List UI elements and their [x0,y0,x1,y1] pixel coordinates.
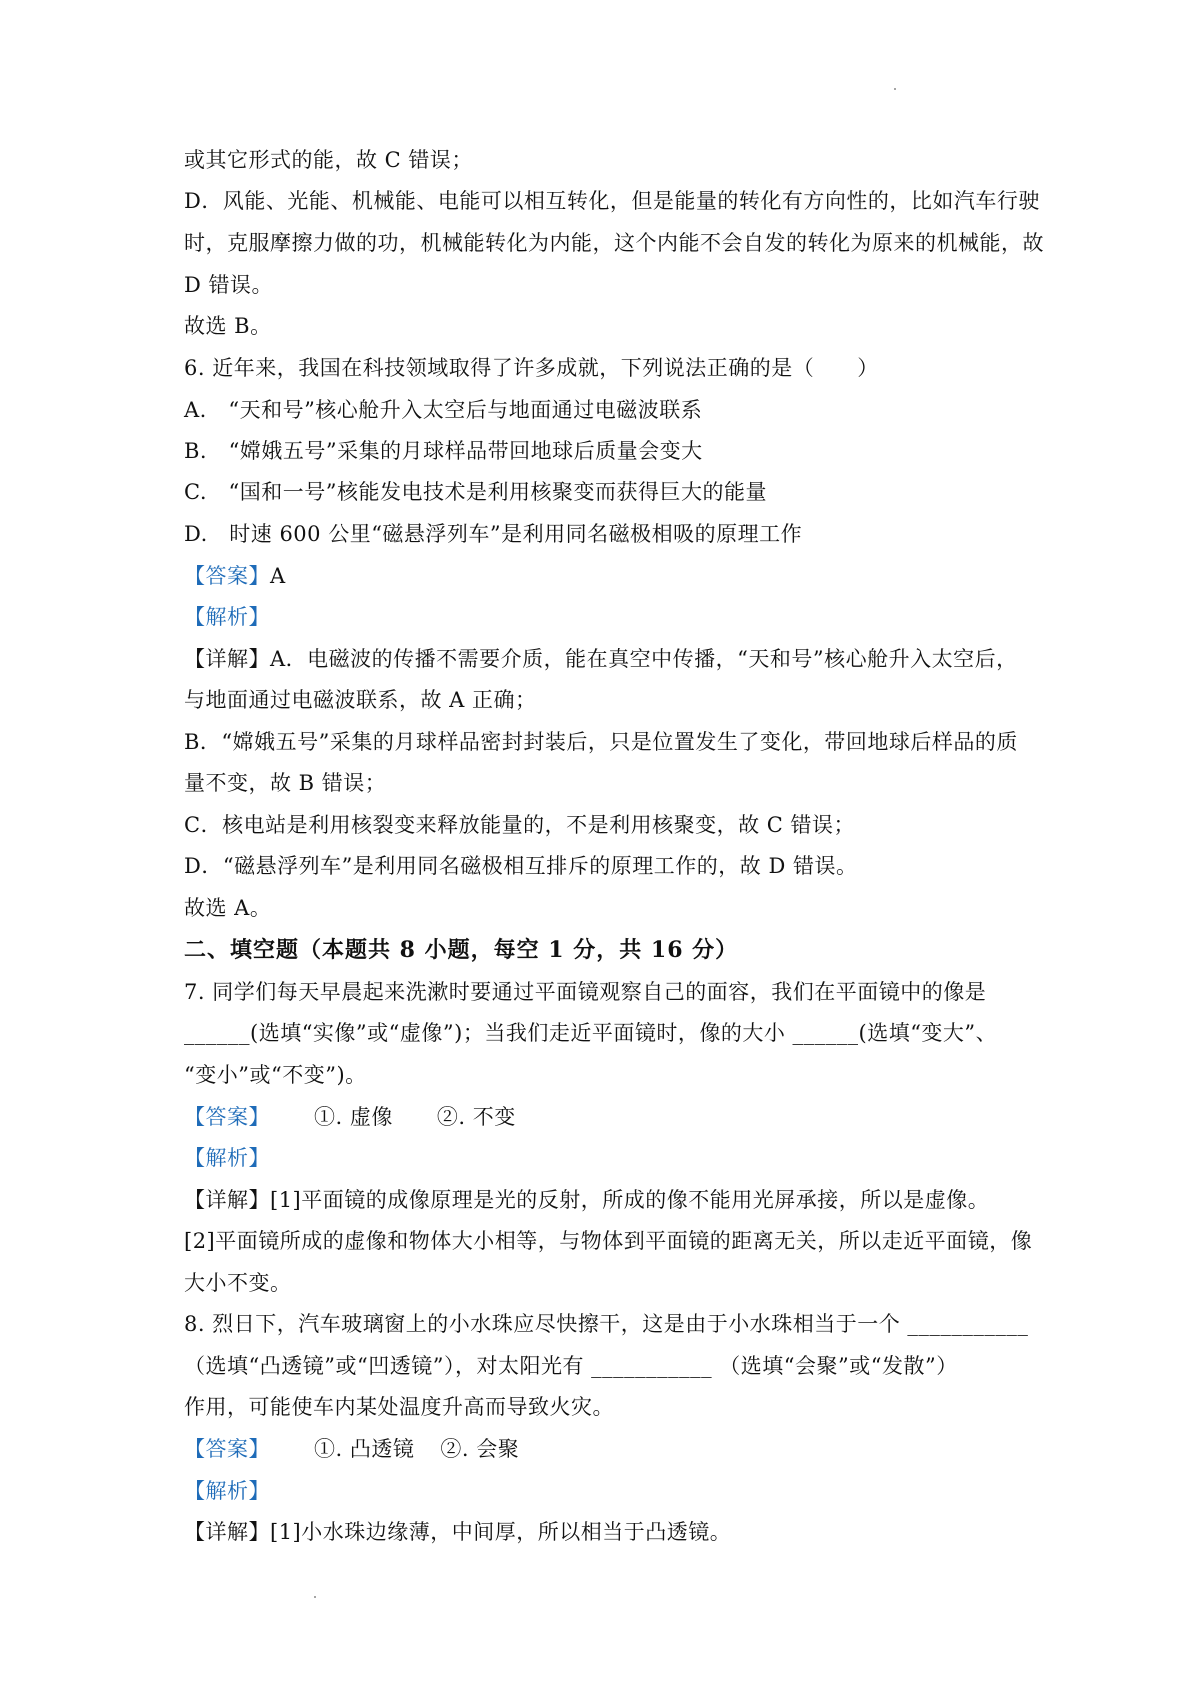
text-line: 大小不变。 [184,1271,292,1295]
detail-text: A．电磁波的传播不需要介质，能在真空中传播，“天和号”核心舱升入太空后， [270,647,1018,671]
analysis-tag: 【解析】 [184,1479,270,1503]
detail-tag: 【详解】 [184,1520,270,1544]
question-8: 8. 烈日下，汽车玻璃窗上的小水珠应尽快擦干，这是由于小水珠相当于一个 ___________ [184,1312,1029,1336]
analysis-row [184,1476,270,1506]
answer-row [184,561,286,591]
answer-value: A [270,564,286,588]
detail-text: [1]平面镜的成像原理是光的反射，所成的像不能用光屏承接，所以是虚像。 [270,1188,990,1212]
text-line: 故选 B。 [184,314,272,338]
option-b: B. “嫦娥五号”采集的月球样品带回地球后质量会变大 [184,439,703,463]
question-6: 6. 近年来，我国在科技领域取得了许多成就，下列说法正确的是（ ） [184,356,879,380]
option-d: D. 时速 600 公里“磁悬浮列车”是利用同名磁极相吸的原理工作 [184,522,803,546]
analysis-tag: 【解析】 [184,1146,270,1170]
answer-tag: 【答案】 [184,564,270,588]
answer-value: ①. 凸透镜 [314,1437,415,1461]
detail-text: [1]小水珠边缘薄，中间厚，所以相当于凸透镜。 [270,1520,732,1544]
text-line: 故选 A。 [184,896,272,920]
text-line: D．风能、光能、机械能、电能可以相互转化，但是能量的转化有方向性的，比如汽车行驶 [184,189,1040,213]
detail-tag: 【详解】 [184,1188,270,1212]
text-line: B．“嫦娥五号”采集的月球样品密封封装后，只是位置发生了变化，带回地球后样品的质 [184,730,1018,754]
answer-row [184,1434,519,1464]
option-c: C. “国和一号”核能发电技术是利用核聚变而获得巨大的能量 [184,480,767,504]
analysis-row [184,602,270,632]
analysis-row [184,1143,270,1173]
scan-speck [894,88,896,90]
text-line: D 错误。 [184,273,274,297]
question-7: 7. 同学们每天早晨起来洗漱时要通过平面镜观察自己的面容，我们在平面镜中的像是 [184,980,987,1004]
text-line: 或其它形式的能，故 C 错误； [184,148,473,172]
answer-value: ②. 不变 [436,1105,516,1129]
text-line: [2]平面镜所成的虚像和物体大小相等，与物体到平面镜的距离无关，所以走近平面镜，像 [184,1229,1033,1253]
text-line: D．“磁悬浮列车”是利用同名磁极相互排斥的原理工作的，故 D 错误。 [184,854,858,878]
section-heading: 二、填空题（本题共 8 小题，每空 1 分，共 16 分） [184,937,739,963]
answer-tag: 【答案】 [184,1437,270,1461]
text-line: 量不变，故 B 错误； [184,771,387,795]
answer-value: ①. 虚像 [314,1105,393,1129]
detail-tag: 【详解】 [184,647,270,671]
answer-row [184,1102,516,1132]
text-line: 与地面通过电磁波联系，故 A 正确； [184,688,537,712]
option-a: A. “天和号”核心舱升入太空后与地面通过电磁波联系 [184,398,703,422]
scan-speck [314,1596,316,1598]
detail-row [184,1517,731,1547]
question-8-line3: 作用，可能使车内某处温度升高而导致火灾。 [184,1395,614,1419]
question-7-line3: “变小”或“不变”)。 [184,1063,367,1087]
analysis-tag: 【解析】 [184,605,270,629]
question-8-line2: （选填“凸透镜”或“凹透镜”），对太阳光有 ___________ （选填“会聚”或“发散”） [184,1354,958,1378]
answer-value: ②. 会聚 [440,1437,520,1461]
text-line: 时，克服摩擦力做的功，机械能转化为内能，这个内能不会自发的转化为原来的机械能，故 [184,231,1044,255]
answer-tag: 【答案】 [184,1105,270,1129]
detail-row [184,1185,989,1215]
question-7-line2: ______(选填“实像”或“虚像”)；当我们走近平面镜时，像的大小 ______(选填“变大”、 [184,1021,998,1045]
text-line: C．核电站是利用核裂变来释放能量的，不是利用核聚变，故 C 错误； [184,813,855,837]
detail-row [184,644,1018,674]
